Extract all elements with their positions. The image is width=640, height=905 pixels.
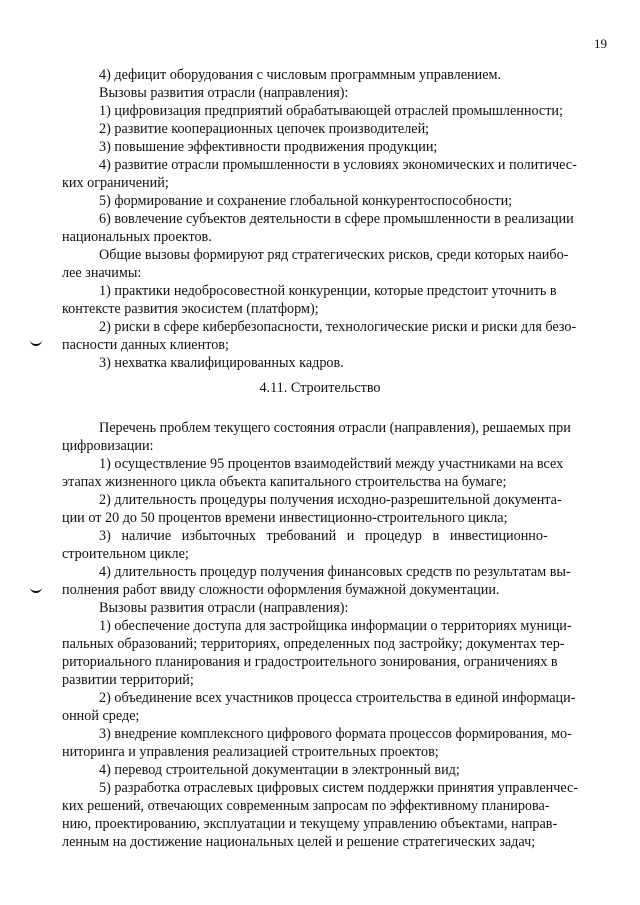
text-line: 1) цифровизация предприятий обрабатывающей отраслей промышленности; [99, 103, 563, 119]
text-line: 4) дефицит оборудования с числовым программным управлением. [99, 67, 502, 83]
text-line: риториального планирования и градостроительного зонирования, ограничениях в [62, 654, 558, 670]
text-line: 4) развитие отрасли промышленности в условиях экономических и политичес- [99, 157, 577, 173]
text-line: 2) развитие кооперационных цепочек производителей; [99, 121, 430, 137]
text-line: 2) риски в сфере кибербезопасности, технологические риски и риски для безо- [99, 319, 577, 335]
text-line: строительном цикле; [62, 546, 189, 562]
text-line: Общие вызовы формируют ряд стратегических рисков, среди которых наибо- [99, 247, 569, 263]
section-heading: 4.11. Строительство [259, 380, 381, 396]
text-line: развитии территорий; [62, 672, 194, 688]
text-line: ции от 20 до 50 процентов времени инвестиционно-строительного цикла; [62, 510, 508, 526]
text-line: 1) практики недобросовестной конкуренции, которые предстоит уточнить в [99, 283, 557, 299]
text-line: 1) осуществление 95 процентов взаимодействий между участниками на всех [99, 456, 564, 472]
text-line: 3) внедрение комплексного цифрового формата процессов формирования, мо- [99, 726, 572, 742]
margin-mark [30, 583, 42, 593]
text-line: 3) нехватка квалифицированных кадров. [99, 355, 344, 371]
text-line: 6) вовлечение субъектов деятельности в сфере промышленности в реализации [99, 211, 574, 227]
text-line: пальных образований; территориях, определенных под застройку; документах тер- [62, 636, 565, 652]
text-line: 5) разработка отраслевых цифровых систем поддержки принятия управленчес- [99, 780, 579, 796]
text-line: нию, проектированию, эксплуатации и текущему управлению объектами, направ- [62, 816, 558, 832]
text-line: Перечень проблем текущего состояния отрасли (направления), решаемых при [99, 420, 571, 436]
text-line: контексте развития экосистем (платформ); [62, 301, 319, 317]
text-line: 4) перевод строительной документации в электронный вид; [99, 762, 460, 778]
text-line: этапах жизненного цикла объекта капитального строительства на бумаге; [62, 474, 507, 490]
text-line: Вызовы развития отрасли (направления): [99, 85, 349, 101]
text-line: ниторинга и управления реализацией строительных проектов; [62, 744, 439, 760]
page-number: 19 [594, 36, 607, 51]
text-line: 1) обеспечение доступа для застройщика информации о территориях муници- [99, 618, 572, 634]
text-line: 5) формирование и сохранение глобальной конкурентоспособности; [99, 193, 513, 209]
text-line: полнения работ ввиду сложности оформления бумажной документации. [62, 582, 500, 598]
text-line: 3) наличие избыточных требований и процедур в инвестиционно- [99, 528, 548, 544]
margin-mark [30, 336, 42, 346]
text-line: пасности данных клиентов; [62, 337, 229, 353]
text-line: 2) объединение всех участников процесса строительства в единой информаци- [99, 690, 576, 706]
text-line: ких ограничений; [62, 175, 169, 191]
text-line: цифровизации: [62, 438, 154, 454]
text-line: 2) длительность процедуры получения исходно-разрешительной документа- [99, 492, 562, 508]
text-line: ких решений, отвечающих современным запросам по эффективному планирова- [62, 798, 550, 814]
text-line: онной среде; [62, 708, 140, 724]
text-line: национальных проектов. [62, 229, 212, 245]
text-line: 4) длительность процедур получения финансовых средств по результатам вы- [99, 564, 571, 580]
text-line: Вызовы развития отрасли (направления): [99, 600, 349, 616]
text-line: ленным на достижение национальных целей и решение стратегических задач; [62, 834, 536, 850]
text-line: лее значимы: [62, 265, 142, 281]
text-line: 3) повышение эффективности продвижения продукции; [99, 139, 438, 155]
